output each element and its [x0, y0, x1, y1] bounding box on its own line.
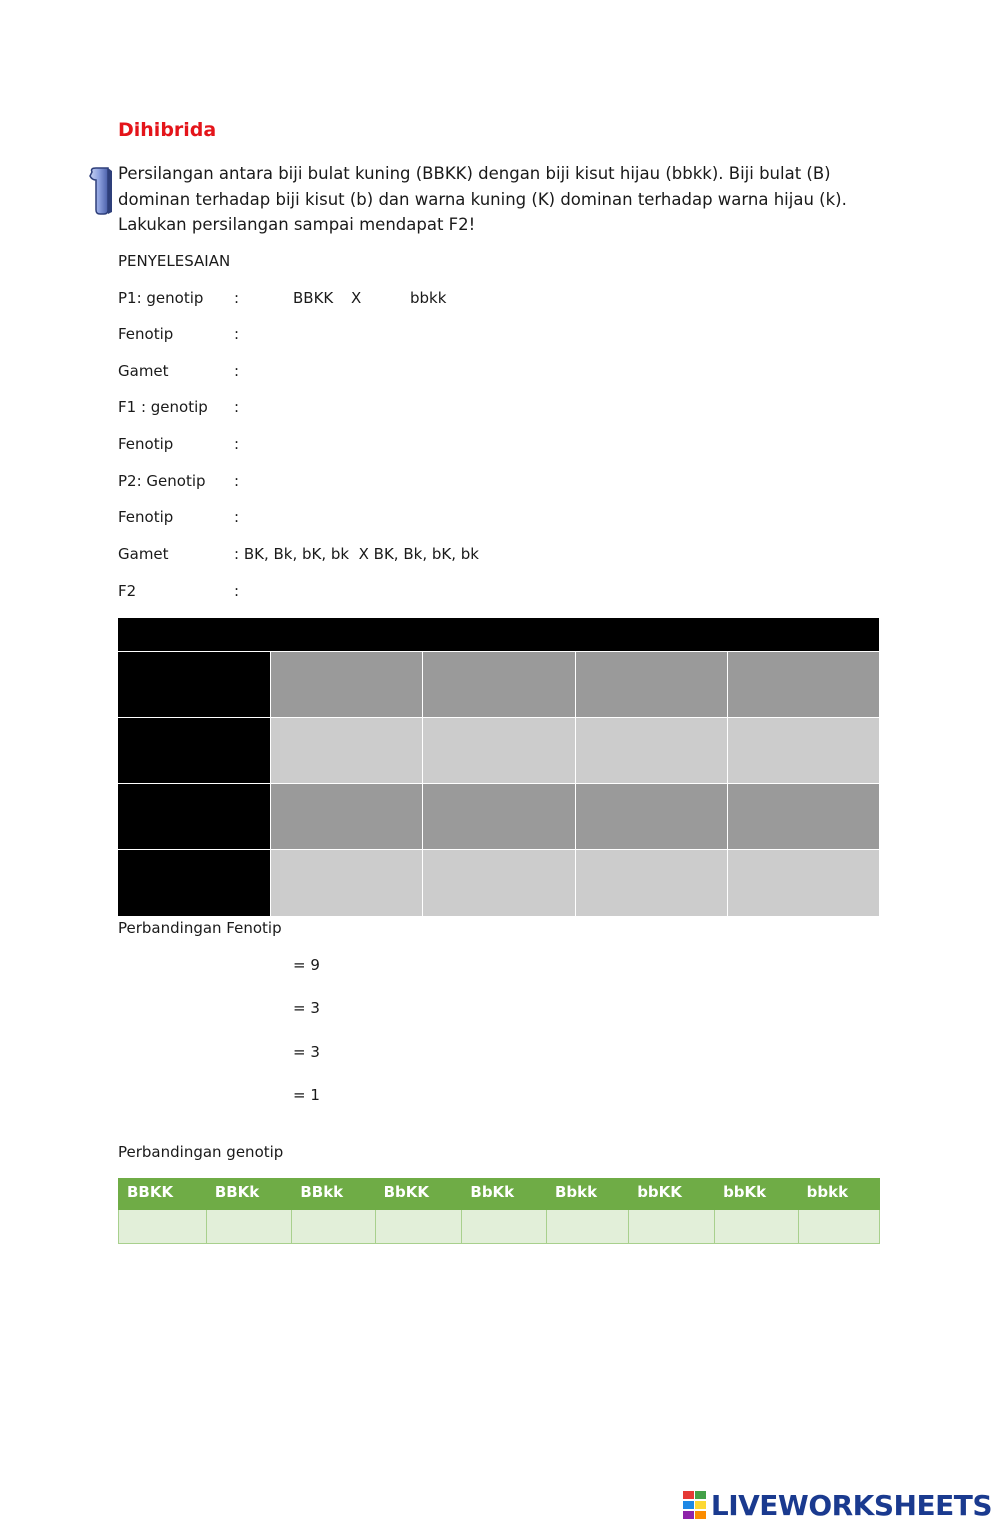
punnett-cell[interactable]: [575, 849, 727, 916]
genotype-column-header: bbkk: [798, 1179, 879, 1210]
punnett-row-header: [118, 717, 270, 783]
genotype-answer-row: [119, 1210, 880, 1244]
gamet-label: Gamet: [118, 545, 169, 563]
colon: :: [234, 362, 240, 380]
f2-label: F2: [118, 582, 137, 600]
punnett-row: [118, 783, 879, 849]
genotype-answer-cell[interactable]: [546, 1210, 628, 1244]
genotype-header-row: [119, 1179, 880, 1210]
genotype-answer-cell[interactable]: [629, 1210, 715, 1244]
genotype-answer-cell[interactable]: [798, 1210, 879, 1244]
p1-parent-a: BBKK: [293, 289, 334, 307]
genotype-column-header: bbKK: [629, 1179, 715, 1210]
p1-parent-b: bbkk: [410, 289, 447, 307]
phenotype-ratio-value: = 3: [293, 999, 320, 1017]
question-text: Persilangan antara biji bulat kuning (BBKK) dengan biji kisut hijau (bbkk). Biji bulat (B) dominan terhadap biji kisut (b) dan warna kuning (K) dominan terhadap warna hijau (k). Lakukan persilangan sampai mendapat F2!: [118, 164, 847, 234]
punnett-header-row: [118, 618, 879, 651]
colon: :: [234, 472, 240, 490]
genotype-answer-cell[interactable]: [206, 1210, 292, 1244]
punnett-cell[interactable]: [575, 783, 727, 849]
brand-name: LIVEWORKSHEETS: [710, 1488, 992, 1522]
genotype-answer-cell[interactable]: [375, 1210, 462, 1244]
punnett-cell[interactable]: [727, 849, 879, 916]
colon: :: [234, 325, 240, 343]
punnett-cell[interactable]: [727, 717, 879, 783]
colon: :: [234, 398, 240, 416]
fenotip-label: Fenotip: [118, 325, 174, 343]
gamet-value: : BK, Bk, bK, bk X BK, Bk, bK, bk: [234, 545, 479, 563]
f1-genotype-label: F1 : genotip: [118, 398, 208, 416]
genotype-answer-cell[interactable]: [715, 1210, 799, 1244]
liveworksheets-logo-icon: [683, 1491, 707, 1519]
fenotip-label: Fenotip: [118, 435, 174, 453]
genotype-column-header: BBKK: [119, 1179, 207, 1210]
punnett-row: [118, 717, 879, 783]
cross-symbol: X: [351, 289, 362, 307]
phenotype-ratio-value: = 1: [293, 1086, 320, 1104]
phenotype-ratio-heading: Perbandingan Fenotip: [118, 919, 282, 937]
punnett-cell[interactable]: [422, 849, 574, 916]
phenotype-ratio-value: = 9: [293, 956, 320, 974]
punnett-cell[interactable]: [422, 651, 574, 717]
p2-genotype-label: P2: Genotip: [118, 472, 206, 490]
phenotype-ratio-value: = 3: [293, 1043, 320, 1061]
gamet-label: Gamet: [118, 362, 169, 380]
genotype-ratio-table: [118, 1178, 880, 1244]
colon: :: [234, 508, 240, 526]
genotype-column-header: bbKk: [715, 1179, 799, 1210]
genotype-column-header: BBkk: [292, 1179, 375, 1210]
solution-heading: PENYELESAIAN: [118, 252, 231, 270]
punnett-cell[interactable]: [270, 783, 422, 849]
punnett-cell[interactable]: [575, 717, 727, 783]
punnett-cell[interactable]: [270, 717, 422, 783]
genotype-column-header: BBKk: [206, 1179, 292, 1210]
genotype-answer-cell[interactable]: [462, 1210, 547, 1244]
genotype-answer-cell[interactable]: [292, 1210, 375, 1244]
punnett-row-header: [118, 783, 270, 849]
punnett-row-header: [118, 651, 270, 717]
punnett-cell[interactable]: [727, 783, 879, 849]
fenotip-label: Fenotip: [118, 508, 174, 526]
genotype-column-header: BbKk: [462, 1179, 547, 1210]
punnett-cell[interactable]: [270, 651, 422, 717]
genotype-column-header: Bbkk: [546, 1179, 628, 1210]
punnett-row: [118, 651, 879, 717]
punnett-cell[interactable]: [270, 849, 422, 916]
genotype-answer-cell[interactable]: [119, 1210, 207, 1244]
genotype-column-header: BbKK: [375, 1179, 462, 1210]
punnett-row-header: [118, 849, 270, 916]
p1-genotype-label: P1: genotip: [118, 289, 204, 307]
genotype-ratio-heading: Perbandingan genotip: [118, 1143, 284, 1161]
punnett-cell[interactable]: [575, 651, 727, 717]
colon: :: [234, 289, 240, 307]
number-one-icon: [86, 166, 116, 216]
colon: :: [234, 582, 240, 600]
colon: :: [234, 435, 240, 453]
punnett-cell[interactable]: [422, 783, 574, 849]
page-title: Dihibrida: [118, 119, 217, 141]
punnett-cell[interactable]: [727, 651, 879, 717]
punnett-cell[interactable]: [422, 717, 574, 783]
punnett-row: [118, 849, 879, 916]
liveworksheets-logo[interactable]: [683, 1488, 992, 1522]
